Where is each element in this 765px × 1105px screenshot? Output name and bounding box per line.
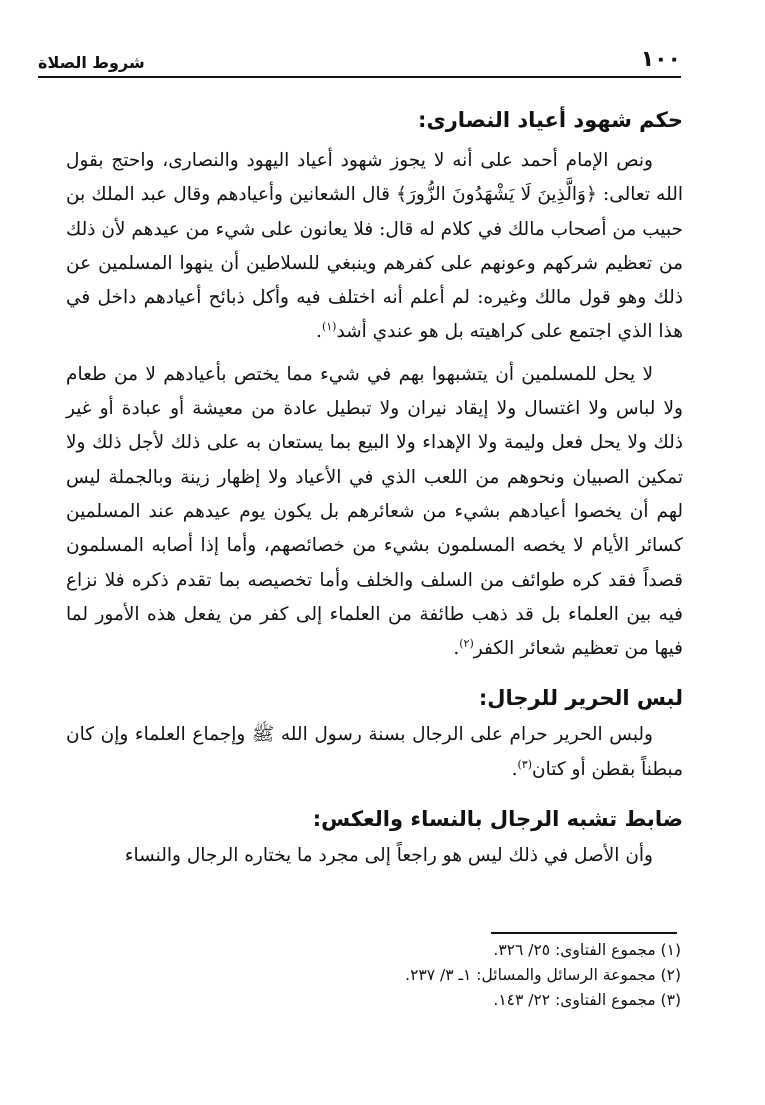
section-heading-festivals: حكم شهود أعياد النصارى:	[418, 108, 683, 132]
paragraph-festivals-2: لا يحل للمسلمين أن يتشبهوا بهم في شيء مما يختص بأعيادهم لا من طعام ولا لباس ولا اغتسال ولا إيقاد نيران ولا تبطيل عادة من معيشة أو عبادة أو غير ذلك ولا يحل فعل وليمة ولا الإهداء ولا البيع بما يستعان به على ذلك لأجل ذلك ولا تمكين الصبيان ونحوهم من اللعب الذي في الأعياد ولا إظهار زينة وبالجملة ليس لهم أن يخصوا أعيادهم بشيء من شعائرهم بل يكون يوم عيدهم عند المسلمين كسائر الأيام لا يخصه المسلمون بشيء من خصائصهم، وأما إذا أصابه المسلمون قصداً فقد كره طوائف من السلف والخلف وأما تخصيصه بما تقدم ذكره فلا نزاع فيه بين العلماء بل قد ذهب طائفة من العلماء إلى كفر من يفعل هذه الأمور لما فيها من تعظيم شعائر الكفر$^{(٢)}$.	[66, 363, 683, 660]
paragraph-text: لا يحل للمسلمين أن يتشبهوا بهم في شيء مما يختص بأعيادهم لا من طعام ولا لباس ولا اغتسال ولا إيقاد نيران ولا تبطيل عادة من معيشة أو عبادة أو غير ذلك ولا يحل فعل وليمة ولا الإهداء ولا البيع بما يستعان به على ذلك لأجل ذلك ولا تمكين الصبيان ونحوهم من اللعب الذي في الأعياد ولا إظهار زينة وبالجملة ليس لهم أن يخصوا أعيادهم بشيء من شعائرهم بل يكون يوم عيدهم عند المسلمين كسائر الأيام لا يخصه المسلمون بشيء من خصائصهم، وأما إذا أصابه المسلمون قصداً فقد كره طوائف من السلف والخلف وأما تخصيصه بما تقدم ذكره فلا نزاع فيه بين العلماء بل قد ذهب طائفة من العلماء إلى كفر من يفعل هذه الأمور لما فيها من تعظيم شعائر الكفر	[66, 363, 683, 660]
section-heading-silk: لبس الحرير للرجال:	[478, 686, 683, 711]
section-heading-imitation: ضابط تشبه الرجال بالنساء والعكس:	[312, 807, 683, 832]
paragraph-imitation	[66, 839, 683, 873]
paragraph-text: وأن الأصل في ذلك ليس هو راجعاً إلى مجرد ما يختاره الرجال والنساء	[124, 845, 653, 867]
paragraph-festivals-1: ونص الإمام أحمد على أنه لا يجوز شهود أعياد اليهود والنصارى، واحتج بقول الله تعالى: ﴿وَالَّذِينَ لَا يَشْهَدُونَ الزُّورَ﴾ قال الشعانين وأعيادهم وقال عبد الملك بن حبيب من أصحاب مالك في كلام له قال: فلا يعانون على شيء من عيدهم لأن ذلك من تعظيم شركهم وعونهم على كفرهم وينبغي للسلاطين أن ينهوا المسلمين عن ذلك وهو قول مالك وغيره: لم أعلم أنه اختلف فيه وأكل ذبائح أعيادهم داخل في هذا الذي اجتمع على كراهيته بل هو عندي أشد$^{(١)}$.	[66, 150, 683, 343]
paragraph-silk: ولبس الحرير حرام على الرجال بسنة رسول الله ﷺ وإجماع العلماء وإن كان مبطناً بقطن أو كتان$^{(٣)}$.	[66, 724, 683, 780]
page-header	[38, 40, 681, 78]
paragraph-text: ولبس الحرير حرام على الرجال بسنة رسول الله ﷺ وإجماع العلماء وإن كان مبطناً بقطن أو كتان	[66, 724, 683, 780]
main-text	[66, 100, 683, 873]
footnote-3: (٣) مجموع الفتاوى: ٢٢/ ١٤٣.	[493, 991, 681, 1009]
footnotes	[66, 938, 681, 1013]
page-number: ١٠٠	[640, 47, 681, 72]
paragraph-text: ونص الإمام أحمد على أنه لا يجوز شهود أعياد اليهود والنصارى، واحتج بقول الله تعالى: ﴿وَالَّذِينَ لَا يَشْهَدُونَ الزُّورَ﴾ قال الشعانين وأعيادهم وقال عبد الملك بن حبيب من أصحاب مالك في كلام له قال: فلا يعانون على شيء من عيدهم لأن ذلك من تعظيم شركهم وعونهم على كفرهم وينبغي للسلاطين أن ينهوا المسلمين عن ذلك وهو قول مالك وغيره: لم أعلم أنه اختلف فيه وأكل ذبائح أعيادهم داخل في هذا الذي اجتمع على كراهيته بل هو عندي أشد	[66, 150, 683, 343]
running-title: شروط الصلاة	[38, 53, 145, 72]
footnote-marker: (٢)	[459, 637, 474, 650]
footnote-1: (١) مجموع الفتاوى: ٢٥/ ٣٢٦.	[493, 941, 681, 959]
footnote-2: (٢) مجموعة الرسائل والمسائل: ١ـ ٣/ ٢٣٧.	[405, 966, 681, 984]
footnote-marker: (١)	[321, 320, 337, 334]
footnote-marker: (٣)	[517, 757, 533, 771]
footnote-divider	[491, 932, 677, 934]
